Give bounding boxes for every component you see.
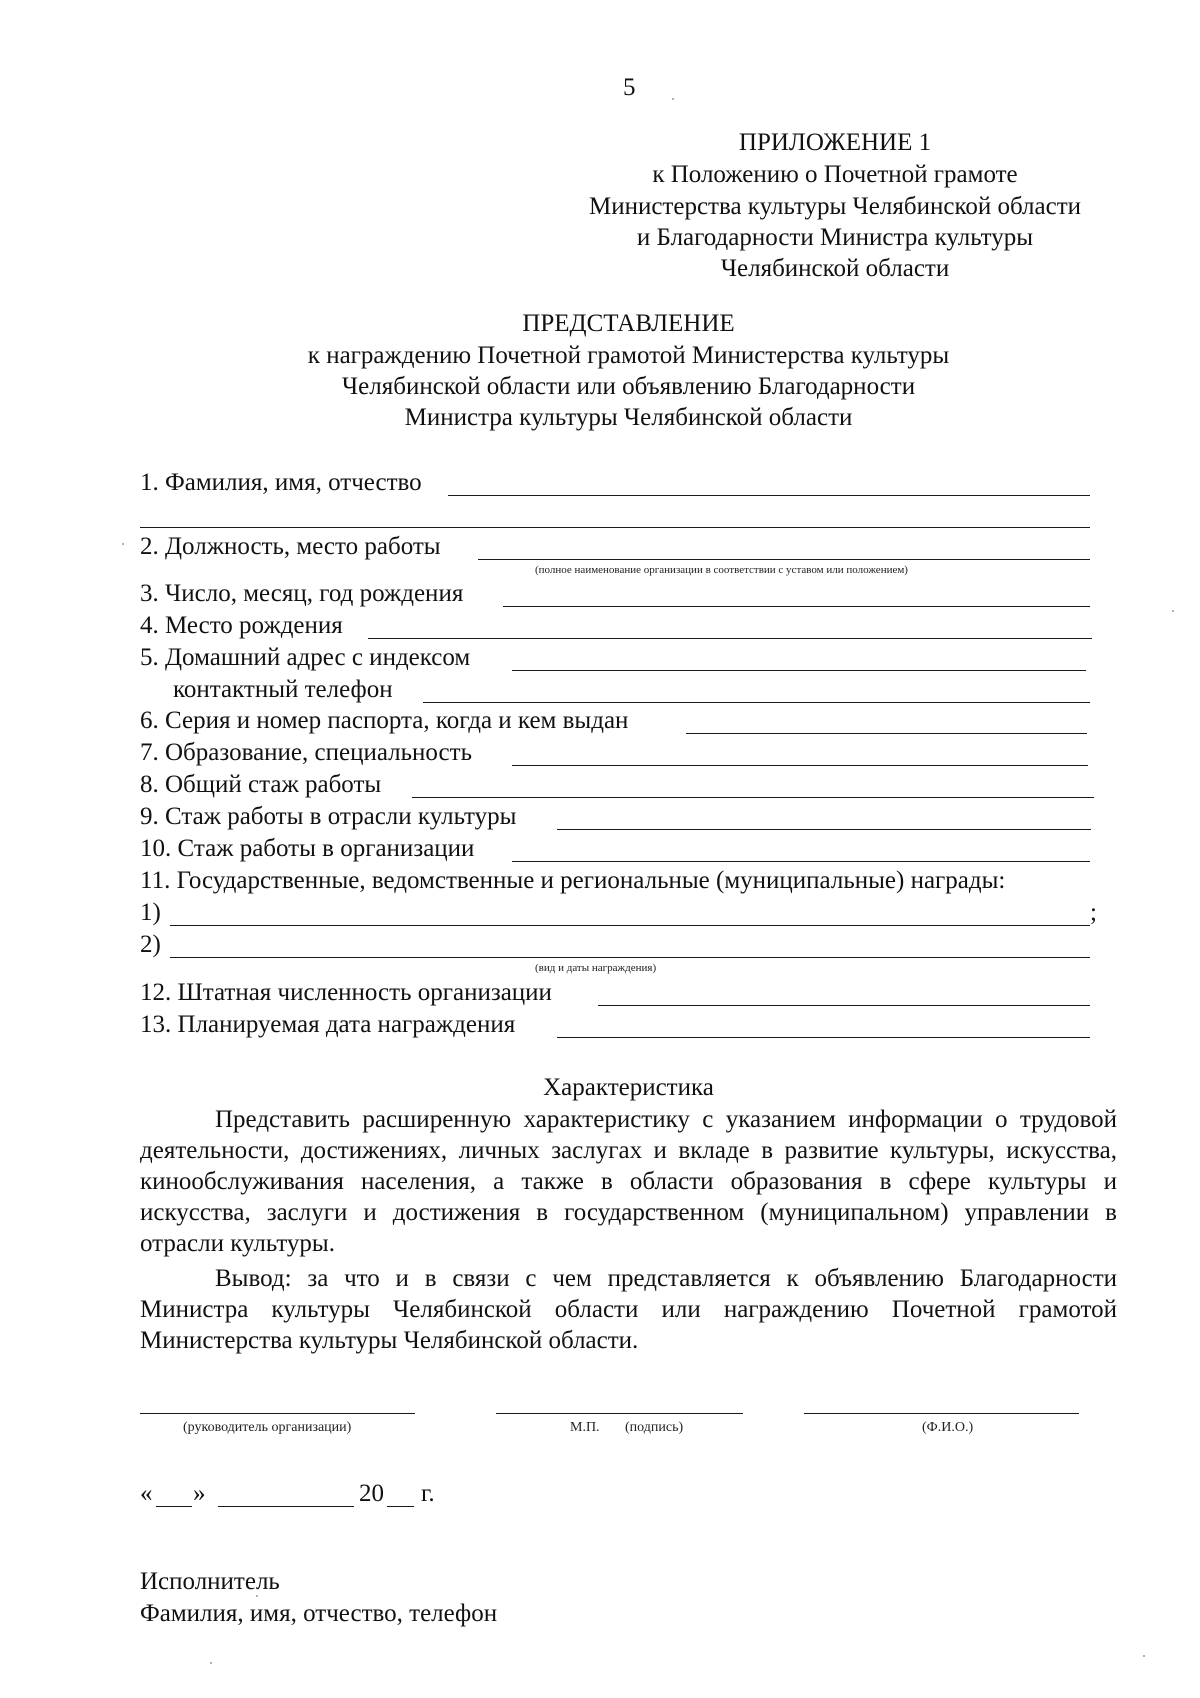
field-line-staff-count[interactable]: [598, 1005, 1090, 1006]
field-line-full-name[interactable]: [448, 495, 1090, 496]
field-line-phone[interactable]: [423, 702, 1090, 703]
executor-details: Фамилия, имя, отчество, телефон: [140, 1600, 498, 1627]
field-line-education[interactable]: [512, 765, 1088, 766]
field-label-culture-experience: 9. Стаж работы в отрасли культуры: [140, 803, 517, 830]
scan-speck: [672, 98, 674, 100]
appendix-line: и Благодарности Министра культуры: [636, 224, 1034, 251]
field-label-birthplace: 4. Место рождения: [140, 612, 343, 639]
field-label-education: 7. Образование, специальность: [140, 739, 472, 766]
field-line-planned-date[interactable]: [557, 1037, 1090, 1038]
field-line-full-name-continued[interactable]: [140, 527, 1090, 528]
signature-line-signature[interactable]: [496, 1413, 743, 1414]
signature-line-name[interactable]: [804, 1413, 1079, 1414]
appendix-line: Челябинской области: [720, 255, 950, 282]
field-line-org-experience[interactable]: [512, 861, 1090, 862]
date-year-line[interactable]: [387, 1506, 414, 1507]
signature-caption-head: (руководитель организации): [183, 1420, 352, 1435]
scan-speck: [1172, 610, 1174, 612]
field-label-award-1: 1): [140, 899, 161, 926]
field-line-passport[interactable]: [686, 733, 1087, 734]
date-day-line[interactable]: [156, 1506, 192, 1507]
field-label-birth-date: 3. Число, месяц, год рождения: [140, 580, 464, 607]
scan-speck: [122, 543, 124, 545]
document-title: ПРЕДСТАВЛЕНИЕ: [522, 310, 735, 337]
date-year-prefix: 20: [359, 1480, 384, 1507]
page-number: 5: [623, 74, 636, 101]
document-subtitle: к награждению Почетной грамотой Министерства культуры: [307, 342, 950, 369]
field-label-org-experience: 10. Стаж работы в организации: [140, 835, 475, 862]
field-line-position[interactable]: [478, 559, 1090, 560]
field-label-passport: 6. Серия и номер паспорта, когда и кем выдан: [140, 707, 629, 734]
stamp-caption: М.П.: [570, 1420, 600, 1435]
date-year-suffix: г.: [421, 1480, 435, 1507]
field-label-staff-count: 12. Штатная численность организации: [140, 979, 552, 1006]
field-line-award-2[interactable]: [170, 957, 1090, 958]
appendix-line: к Положению о Почетной грамоте: [652, 161, 1018, 188]
scan-speck: [1143, 1655, 1145, 1657]
date-close-quote: »: [193, 1480, 206, 1507]
field-label-total-experience: 8. Общий стаж работы: [140, 771, 382, 798]
field-line-culture-experience[interactable]: [557, 829, 1091, 830]
field-label-home-address: 5. Домашний адрес с индексом: [140, 644, 471, 671]
document-subtitle: Челябинской области или объявлению Благодарности: [341, 373, 916, 400]
field-label-full-name: 1. Фамилия, имя, отчество: [140, 469, 422, 496]
characteristic-title: Характеристика: [543, 1074, 714, 1101]
signature-caption-name: (Ф.И.О.): [922, 1420, 974, 1435]
scan-speck: [210, 1662, 212, 1664]
field-note-position: (полное наименование организации в соответствии с уставом или положением): [535, 564, 908, 576]
field-label-phone: контактный телефон: [173, 676, 393, 703]
appendix-line: Министерства культуры Челябинской области: [588, 193, 1082, 220]
field-label-awards: 11. Государственные, ведомственные и региональные (муниципальные) награды:: [140, 867, 1006, 894]
award-1-semicolon: ;: [1090, 899, 1097, 926]
date-open-quote: «: [140, 1480, 153, 1507]
scan-speck: [256, 1595, 258, 1597]
executor-title: Исполнитель: [140, 1568, 280, 1595]
field-note-awards: (вид и даты награждения): [535, 962, 657, 974]
field-label-award-2: 2): [140, 931, 161, 958]
field-line-birthplace[interactable]: [368, 638, 1092, 639]
characteristic-paragraph: Представить расширенную характеристику с указанием информации о трудовой деятельности, достижениях, личных заслугах и вкладе в развитие культуры, искусства, кинообслуживания населения, а также в области образования в сфере культуры и искусства, заслуги и достижения в государственном (муниципальном) управлении в отрасли культуры.: [140, 1106, 1117, 1257]
date-month-line[interactable]: [218, 1506, 354, 1507]
field-line-birth-date[interactable]: [503, 606, 1090, 607]
field-line-total-experience[interactable]: [412, 797, 1094, 798]
signature-line-head[interactable]: [140, 1413, 415, 1414]
field-line-award-1[interactable]: [170, 925, 1090, 926]
signature-caption: (подпись): [625, 1420, 684, 1435]
field-label-position: 2. Должность, место работы: [140, 533, 441, 560]
document-subtitle: Министра культуры Челябинской области: [404, 404, 853, 431]
conclusion-paragraph: Вывод: за что и в связи с чем представляется к объявлению Благодарности Министра культуры Челябинской области или награждению Почетной грамотой Министерства культуры Челябинской области.: [140, 1265, 1117, 1354]
field-label-planned-date: 13. Планируемая дата награждения: [140, 1011, 516, 1038]
appendix-title: ПРИЛОЖЕНИЕ 1: [738, 129, 932, 156]
field-line-home-address[interactable]: [512, 670, 1086, 671]
